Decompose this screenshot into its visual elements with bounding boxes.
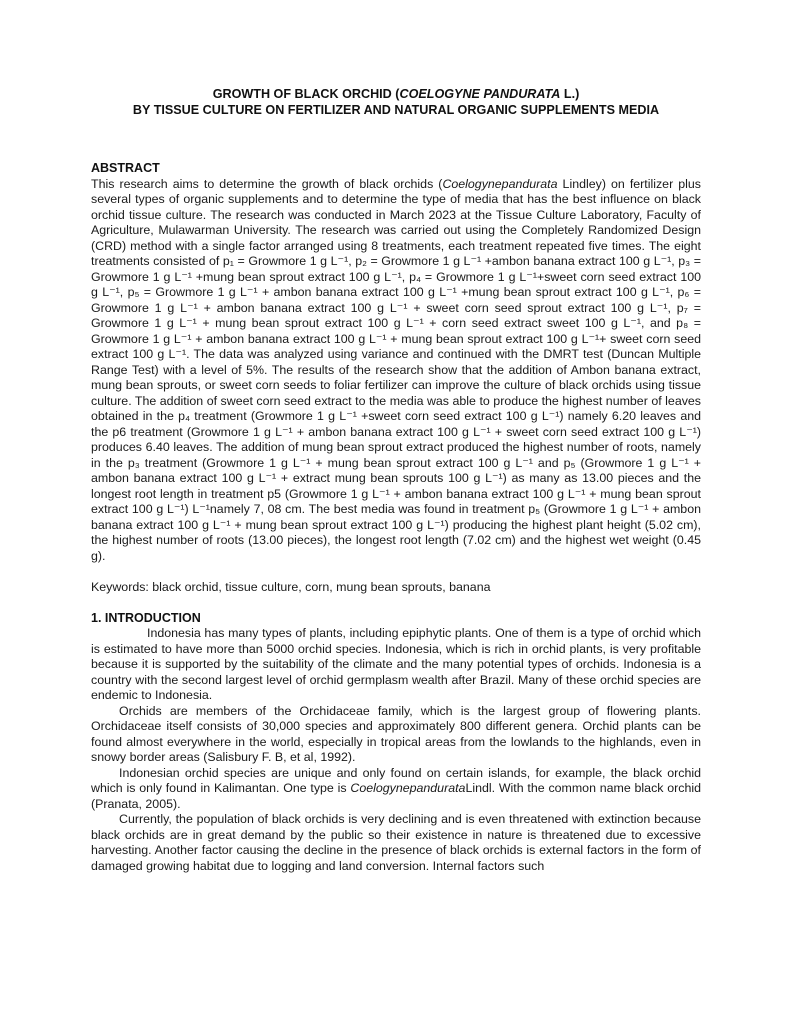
intro-paragraph bbox=[91, 812, 701, 874]
text-segment: Currently, the population of black orchids is very declining and is even threatened with extinction because black orchids are in great demand by the public so their existence in nature is threatened due to excessive harvesting. Another factor causing the decline in the presence of black orchids is external factors in the form of damaged growing habitat due to logging and land conversion. Internal factors such bbox=[91, 812, 701, 873]
text-segment: GROWTH OF BLACK ORCHID ( bbox=[212, 87, 400, 101]
intro-paragraph bbox=[91, 626, 701, 704]
abstract-heading: ABSTRACT bbox=[91, 161, 160, 175]
text-segment: Lindley) on fertilizer plus several types of organic supplements and to determine the type of media that has the best influence on black orchid tissue culture. The research was conducted in March 2023 at the Tissue Culture Laboratory, Faculty of Agriculture, Mulawarman University. The research was carried out using the Completely Randomized Design (CRD) method with a single factor arranged using 8 treatments, each treatment repeated five times. The eight treatments consisted of p₁ = Growmore 1 g L⁻¹, p₂ = Growmore 1 g L⁻¹ +ambon banana extract 100 g L⁻¹, p₃ = Growmore 1 g L⁻¹ +mung bean sprout extract 100 g L⁻¹, p₄ = Growmore 1 g L⁻¹+sweet corn seed extract 100 g L⁻¹, p₅ = Growmore 1 g L⁻¹ + ambon banana extract 100 g L⁻¹ +mung bean sprout extract 100 g L⁻¹, p₆ = Growmore 1 g L⁻¹ + ambon banana extract 100 g L⁻¹ + sweet corn seed sprout extract 100 g L⁻¹, p₇ = Growmore 1 g L⁻¹ + mung bean sprout extract 100 g L⁻¹ + corn seed extract sweet 100 g L⁻¹, and p₈ = Growmore 1 g L⁻¹ + ambon banana extract 100 g L⁻¹ + mung bean sprout extract 100 g L⁻¹+ sweet corn seed extract 100 g L⁻¹. The data was analyzed using variance and continued with the DMRT test (Duncan Multiple Range Test) with a level of 5%. The results of the research show that the addition of Ambon banana extract, mung bean sprouts, or sweet corn seeds to foliar fertilizer can improve the culture of black orchids using tissue culture. The addition of sweet corn seed extract to the media was able to produce the highest number of leaves obtained in the p₄ treatment (Growmore 1 g L⁻¹ +sweet corn seed extract 100 g L⁻¹) namely 6.20 leaves and the p6 treatment (Growmore 1 g L⁻¹ + ambon banana extract 100 g L⁻¹ + sweet corn seed extract 100 g L⁻¹) produces 6.40 leaves. The addition of mung bean sprout extract produced the highest number of roots, namely in the p₃ treatment (Growmore 1 g L⁻¹ + mung bean sprout extract 100 g L⁻¹ and p₅ (Growmore 1 g L⁻¹ + ambon banana extract 100 g L⁻¹ + extract mung bean sprouts 100 g L⁻¹) as many as 13.00 pieces and the longest root length in treatment p5 (Growmore 1 g L⁻¹ + ambon banana extract 100 g L⁻¹ + mung bean sprout extract 100 g L⁻¹) L⁻¹namely 7, 08 cm. The best media was found in treatment p₅ (Growmore 1 g L⁻¹ + ambon banana extract 100 g L⁻¹ + mung bean sprout extract 100 g L⁻¹) producing the highest plant height (5.02 cm), the highest number of roots (13.00 pieces), the longest root length (7.02 cm) and the highest wet weight (0.45 g). bbox=[91, 176, 701, 563]
keywords-line: Keywords: black orchid, tissue culture, corn, mung bean sprouts, banana bbox=[91, 580, 491, 594]
text-segment: COELOGYNE PANDURATA bbox=[399, 87, 561, 101]
text-segment: This research aims to determine the growth of black orchids ( bbox=[91, 176, 443, 191]
text-segment: Lindl. With the common name black orchid (Pranata, 2005). bbox=[91, 781, 701, 811]
text-segment: Coelogynepandurata bbox=[350, 781, 466, 795]
text-segment: Orchids are members of the Orchidaceae family, which is the largest group of flowering plants. Orchidaceae itself consists of 30,000 species and approximately 800 different genera. Orchid plants can be found almost everywhere in the world, especially in tropical areas from the lowlands to the highlands, even in snowy border areas (Salisbury F. B, et al, 1992). bbox=[91, 703, 701, 764]
intro-paragraph bbox=[91, 704, 701, 766]
article-title-line1 bbox=[91, 86, 701, 102]
intro-paragraph bbox=[91, 766, 701, 813]
text-segment: Indonesia has many types of plants, including epiphytic plants. One of them is a type of orchid which is estimated to have more than 5000 orchid species. Indonesia, which is rich in orchid plants, is very profitable because it is supported by the suitability of the climate and the many potential types of orchids. Indonesia is a country with the second largest level of orchid germplasm wealth after Brazil. Many of these orchid species are endemic to Indonesia. bbox=[91, 626, 701, 702]
text-segment: L.) bbox=[560, 87, 580, 101]
text-segment: Coelogynepandurata bbox=[442, 176, 558, 191]
text-segment: Indonesian orchid species are unique and only found on certain islands, for example, the black orchid which is only found in Kalimantan. One type is bbox=[91, 765, 701, 795]
article-title-line2: BY TISSUE CULTURE ON FERTILIZER AND NATURAL ORGANIC SUPPLEMENTS MEDIA bbox=[132, 103, 660, 117]
introduction-heading: 1. INTRODUCTION bbox=[91, 610, 201, 625]
abstract-body bbox=[91, 177, 701, 565]
article-title bbox=[91, 86, 701, 118]
